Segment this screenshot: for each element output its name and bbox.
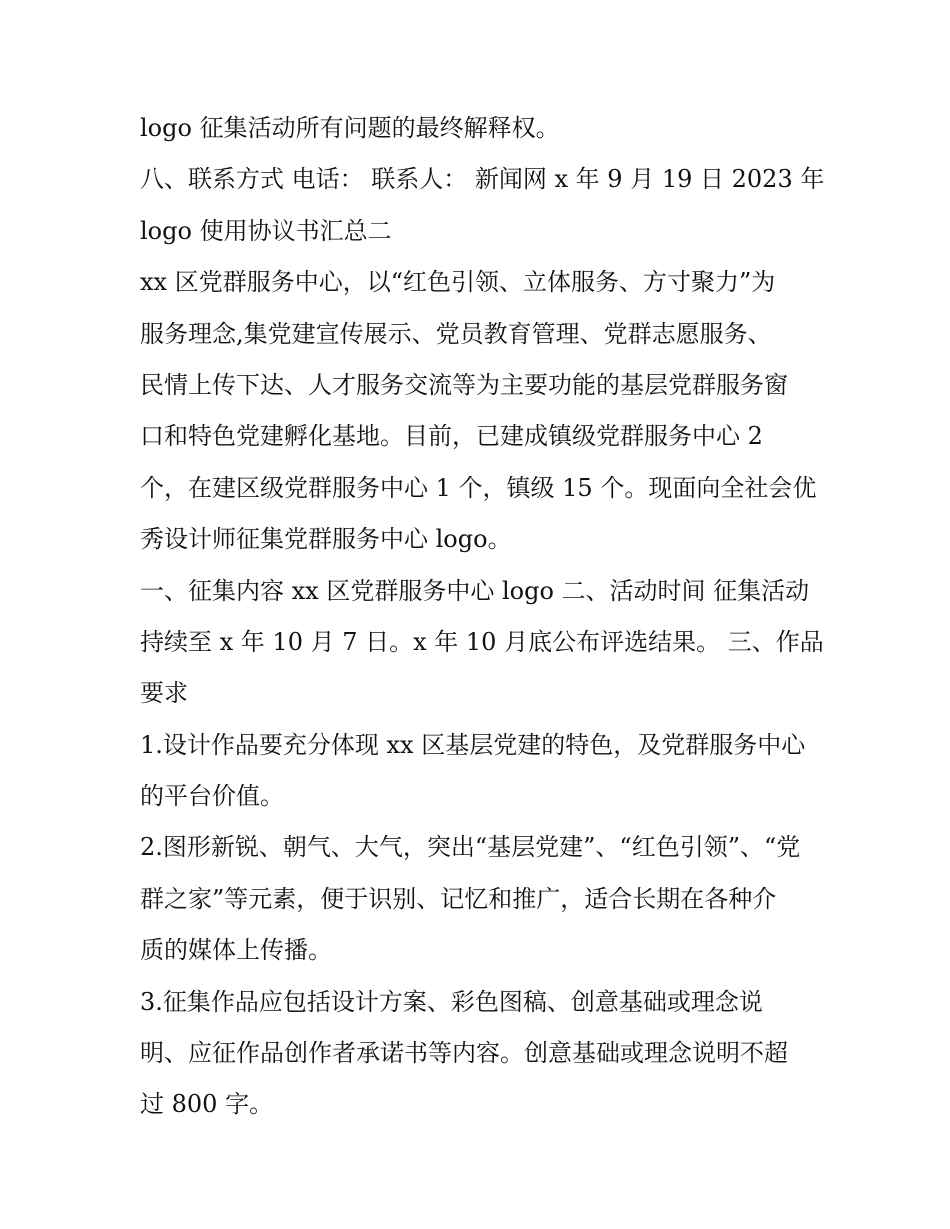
text-line: 个，在建区级党群服务中心 1 个，镇级 15 个。现面向全社会优 xyxy=(140,473,817,502)
text-line: logo 征集活动所有问题的最终解释权。 xyxy=(140,114,560,142)
text-line: logo 使用协议书汇总二 xyxy=(140,216,392,245)
text-line: 的平台价值。 xyxy=(140,782,284,811)
text-line: xx 区党群服务中心，以“红色引领、立体服务、方寸聚力”为 xyxy=(140,268,776,297)
text-line: 明、应征作品创作者承诺书等内容。创意基础或理念说明不超 xyxy=(140,1039,788,1068)
text-line: 口和特色党建孵化基地。目前，已建成镇级党群服务中心 2 xyxy=(140,422,763,451)
text-line: 一、征集内容 xx 区党群服务中心 logo 二、活动时间 征集活动 xyxy=(140,576,810,605)
text-line: 秀设计师征集党群服务中心 logo。 xyxy=(140,525,512,554)
text-line: 1.设计作品要充分体现 xx 区基层党建的特色，及党群服务中心 xyxy=(140,730,806,759)
text-line: 3.征集作品应包括设计方案、彩色图稿、创意基础或理念说 xyxy=(140,987,763,1016)
document-body xyxy=(140,103,830,1131)
text-line: 质的媒体上传播。 xyxy=(140,936,332,965)
text-line: 八、联系方式 电话： 联系人： 新闻网 x 年 9 月 19 日 2023 年 xyxy=(140,165,825,194)
text-line: 民情上传下达、人才服务交流等为主要功能的基层党群服务窗 xyxy=(140,370,788,399)
text-line: 服务理念,集党建宣传展示、党员教育管理、党群志愿服务、 xyxy=(140,319,772,348)
text-line: 要求 xyxy=(140,679,188,708)
text-line: 过 800 字。 xyxy=(140,1090,274,1119)
text-line: 2.图形新锐、朝气、大气，突出“基层党建”、“红色引领”、“党 xyxy=(140,833,801,862)
text-line: 群之家”等元素，便于识别、记忆和推广，适合长期在各种介 xyxy=(140,884,777,913)
text-line: 持续至 x 年 10 月 7 日。x 年 10 月底公布评选结果。 三、作品 xyxy=(140,627,824,656)
